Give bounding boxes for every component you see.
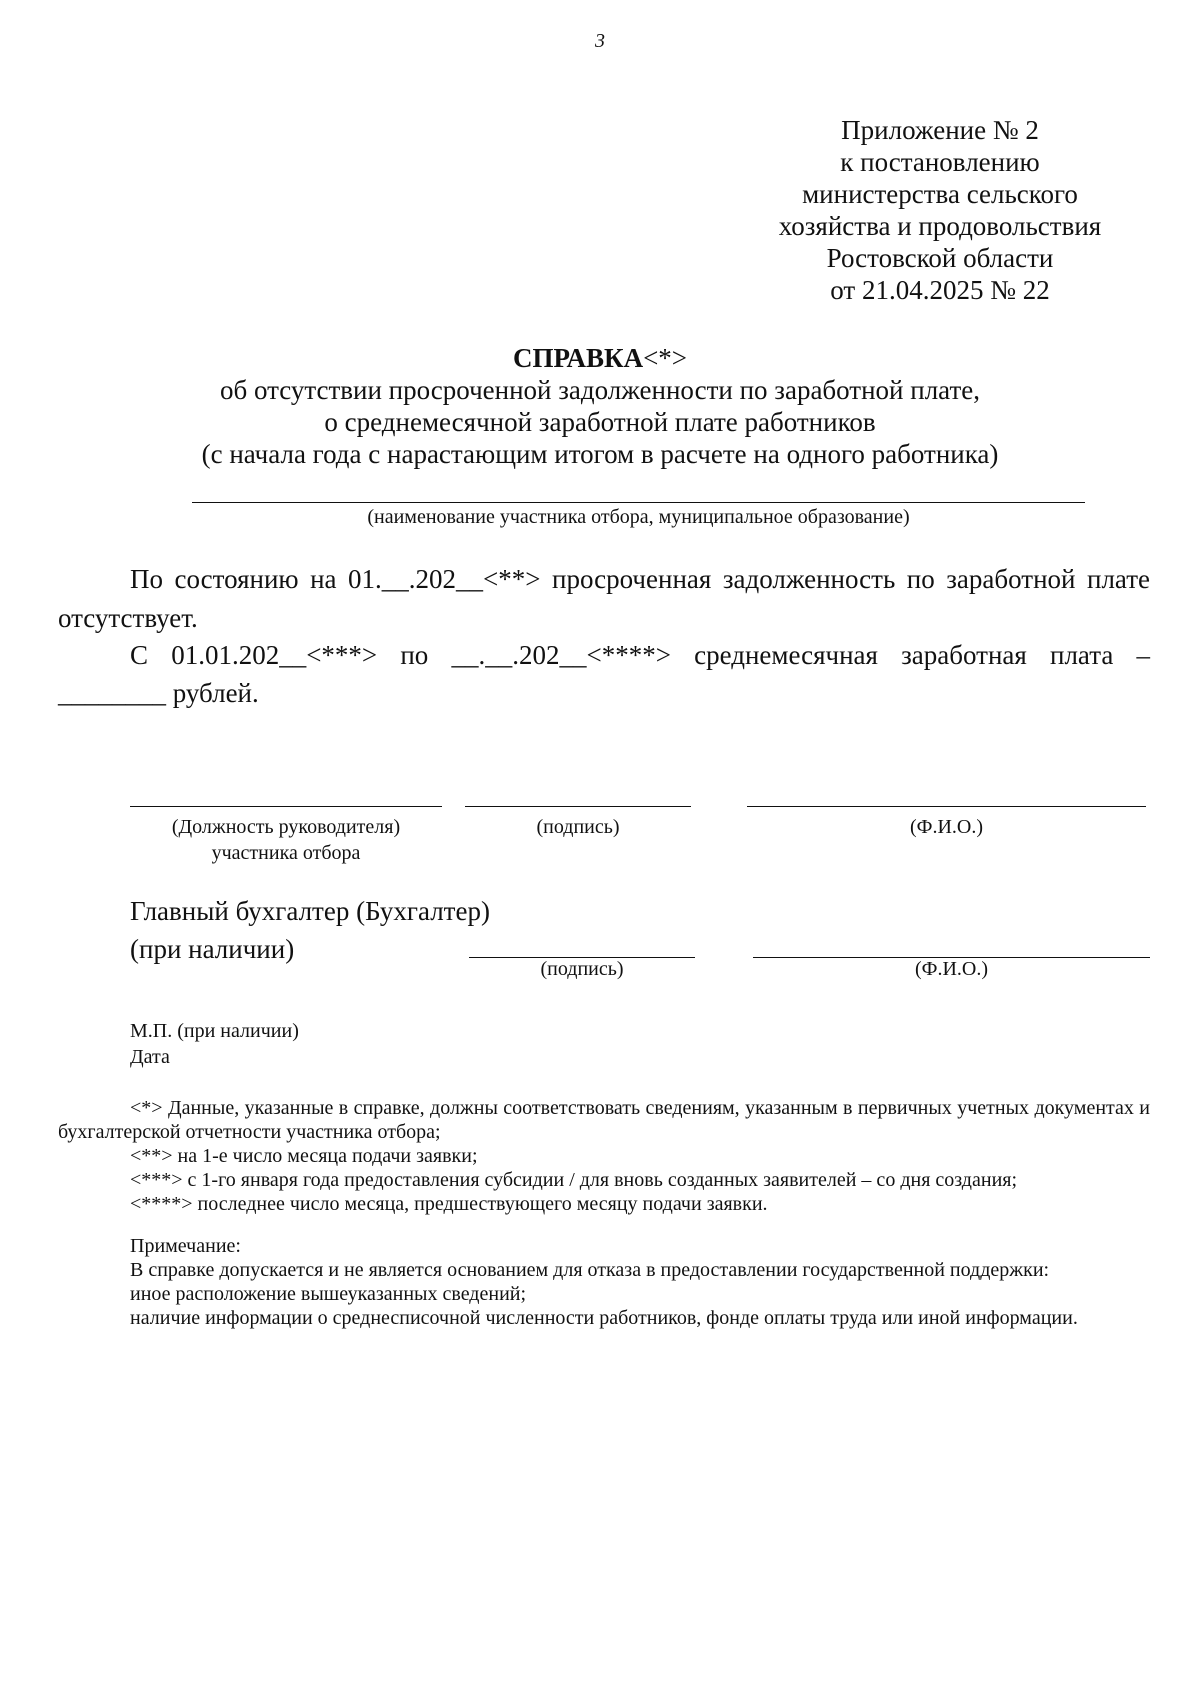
notes-item: иное расположение вышеуказанных сведений;	[130, 1283, 527, 1305]
accountant-optional: (при наличии)	[130, 934, 295, 964]
debt-statement: По состоянию на 01.__.202__<**> просроченная задолженность по заработной плате	[130, 564, 1150, 594]
accountant-name-caption: (Ф.И.О.)	[914, 958, 988, 980]
accountant-title: Главный бухгалтер (Бухгалтер)	[130, 896, 490, 926]
footnote-item: <***> с 1-го января года предоставления субсидии / для вновь созданных заявителей – со дня создания;	[130, 1169, 1018, 1191]
footnote-item: <****> последнее число месяца, предшествующего месяцу подачи заявки.	[130, 1193, 768, 1215]
head-position-line	[130, 806, 442, 807]
date-label: Дата	[130, 1046, 170, 1068]
notes-item: наличие информации о среднесписочной численности работников, фонде оплаты труда или иной информации.	[130, 1307, 1078, 1329]
head-name-caption: (Ф.И.О.)	[909, 816, 983, 838]
debt-statement-cont: отсутствует.	[58, 603, 198, 633]
footnote-item: <**> на 1-е число месяца подачи заявки;	[130, 1145, 478, 1167]
subtitle-line: о среднемесячной заработной плате работников	[324, 407, 876, 437]
salary-statement-cont: ________ рублей.	[58, 678, 259, 708]
participant-name-caption: (наименование участника отбора, муниципальное образование)	[367, 506, 910, 528]
subtitle-line: об отсутствии просроченной задолженности по заработной плате,	[219, 375, 980, 405]
notes-intro: В справке допускается и не является основанием для отказа в предоставлении государственной поддержки:	[130, 1259, 1050, 1281]
appendix-line: хозяйства и продовольствия	[778, 211, 1102, 241]
title-text: СПРАВКА	[512, 343, 644, 373]
footnote-item: <*> Данные, указанные в справке, должны соответствовать сведениям, указанным в первичных учетных документах и бухгалтерской отчетности участника отбора;	[58, 1097, 1150, 1143]
notes-title: Примечание:	[130, 1235, 241, 1257]
appendix-line: от 21.04.2025 № 22	[830, 275, 1050, 305]
head-signature-caption: (подпись)	[536, 816, 620, 838]
accountant-signature-caption: (подпись)	[540, 958, 624, 980]
caption-line: (Должность руководителя)	[171, 816, 401, 838]
notes	[58, 1234, 1150, 1330]
appendix-line: министерства сельского	[802, 179, 1078, 209]
footnotes	[58, 1096, 1150, 1216]
document-heading	[0, 342, 1200, 470]
appendix-line: Приложение № 2	[841, 115, 1039, 145]
stamp-label: М.П. (при наличии)	[130, 1020, 299, 1042]
appendix-block	[760, 114, 1120, 306]
subtitle-line: (с начала года с нарастающим итогом в расчете на одного работника)	[201, 439, 999, 469]
title-footnote-mark: <*>	[643, 343, 688, 373]
salary-statement: С 01.01.202__<***> по __.__.202__<****> среднемесячная заработная плата –	[130, 640, 1150, 670]
caption-line: участника отбора	[211, 842, 361, 864]
accountant-label	[130, 892, 490, 968]
head-signature-line	[465, 806, 691, 807]
appendix-line: Ростовской области	[826, 243, 1054, 273]
page-number: 3	[595, 30, 605, 52]
participant-name-line	[192, 502, 1085, 503]
head-name-line	[747, 806, 1146, 807]
head-position-caption	[130, 814, 442, 866]
appendix-line: к постановлению	[840, 147, 1040, 177]
stamp-block	[130, 1018, 299, 1070]
document-title	[0, 342, 1200, 374]
